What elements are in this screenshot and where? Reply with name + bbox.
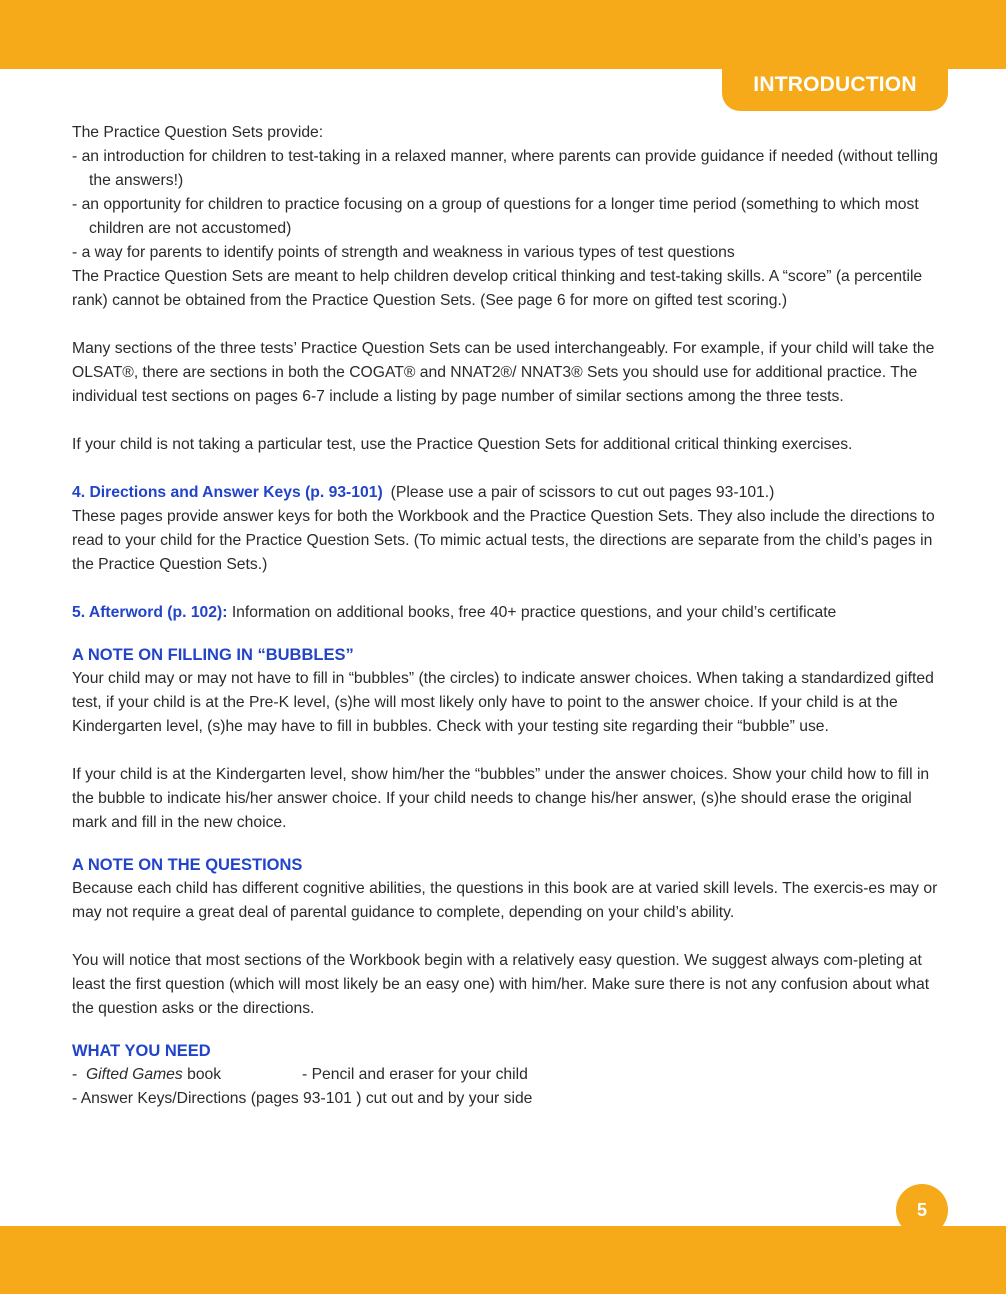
questions-para-1: Because each child has different cognitive abilities, the questions in this book are at varied skill levels. The exercis-es may or may not require a great deal of parental guidance to complete, depending on your child’s ability. xyxy=(72,880,938,921)
bubbles-para-2: If your child is at the Kindergarten level, show him/her the “bubbles” under the answer choices. Show your child how to fill in the bubble to indicate his/her answer choice. If your child needs to change his/her answer, (s)he should erase the original mark and fill in the new choice. xyxy=(72,766,930,831)
practice-sets-intro: The Practice Question Sets provide: xyxy=(72,124,324,141)
need-item-answer-keys: - Answer Keys/Directions (pages 93-101 ) cut out and by your side xyxy=(72,1090,533,1107)
need-item-book-suffix: book xyxy=(182,1066,222,1083)
need-dash: - xyxy=(72,1066,78,1083)
directions-title: 4. Directions and Answer Keys (p. 93-101) xyxy=(72,484,383,501)
directions-text: These pages provide answer keys for both the Workbook and the Practice Question Sets. They also include the directions to read to your child for the Practice Question Sets. (To mimic actual tests, the directions are separate from the child’s pages in the Practice Question Sets.) xyxy=(72,508,935,573)
section-label: INTRODUCTION xyxy=(753,72,917,96)
need-item-book-title: Gifted Games xyxy=(85,1066,183,1083)
practice-sets-para-1: The Practice Question Sets are meant to help children develop critical thinking and test-taking skills. A “score” (a percentile rank) cannot be obtained from the Practice Question Sets. (See page 6 for more on gifted test scoring.) xyxy=(72,268,923,309)
practice-sets-para-2: Many sections of the three tests’ Practice Question Sets can be used interchangeably. For example, if your child will take the OLSAT®, there are sections in both the COGAT® and NNAT2®/ NNAT3® Sets you should use for additional practice. The individual test sections on pages 6-7 include a listing by page number of similar sections among the three tests. xyxy=(72,340,935,405)
bottom-banner xyxy=(0,1226,1006,1294)
bubbles-heading: A NOTE ON FILLING IN “BUBBLES” xyxy=(72,646,354,664)
need-item-book xyxy=(72,1063,302,1087)
page-number-badge xyxy=(896,1184,948,1236)
need-row-1 xyxy=(72,1063,938,1087)
afterword-title: 5. Afterword (p. 102): xyxy=(72,604,228,621)
page-number: 5 xyxy=(916,1199,927,1220)
practice-sets-para-3: If your child is not taking a particular test, use the Practice Question Sets for additional critical thinking exercises. xyxy=(72,436,853,453)
afterword-line xyxy=(72,601,938,625)
need-heading: WHAT YOU NEED xyxy=(72,1042,211,1060)
directions-note: (Please use a pair of scissors to cut out pages 93-101.) xyxy=(390,484,775,501)
questions-para-2: You will notice that most sections of the Workbook begin with a relatively easy question. We suggest always com-pleting at least the first question (which will most likely be an easy one) with him/her. Make sure there is not any confusion about what the question asks or the directions. xyxy=(72,952,930,1017)
practice-bullet-3: - a way for parents to identify points of strength and weakness in various types of test questions xyxy=(72,244,735,261)
page-content xyxy=(72,121,938,1111)
need-item-pencil: - Pencil and eraser for your child xyxy=(302,1066,528,1083)
directions-line xyxy=(72,481,938,505)
questions-heading: A NOTE ON THE QUESTIONS xyxy=(72,856,303,874)
practice-bullet-1: - an introduction for children to test-taking in a relaxed manner, where parents can provide guidance if needed (without telling the answers!) xyxy=(72,148,938,189)
afterword-text: Information on additional books, free 40+ practice questions, and your child’s certificate xyxy=(231,604,837,621)
bubbles-para-1: Your child may or may not have to fill in “bubbles” (the circles) to indicate answer choices. When taking a standardized gifted test, if your child is at the Pre-K level, (s)he will most likely only have to point to the answer choice. If your child is at the Kindergarten level, (s)he may have to fill in bubbles. Check with your testing site regarding their “bubble” use. xyxy=(72,670,934,735)
section-tab xyxy=(722,58,948,111)
practice-bullet-2: - an opportunity for children to practice focusing on a group of questions for a longer time period (something to which most children are not accustomed) xyxy=(72,196,919,237)
